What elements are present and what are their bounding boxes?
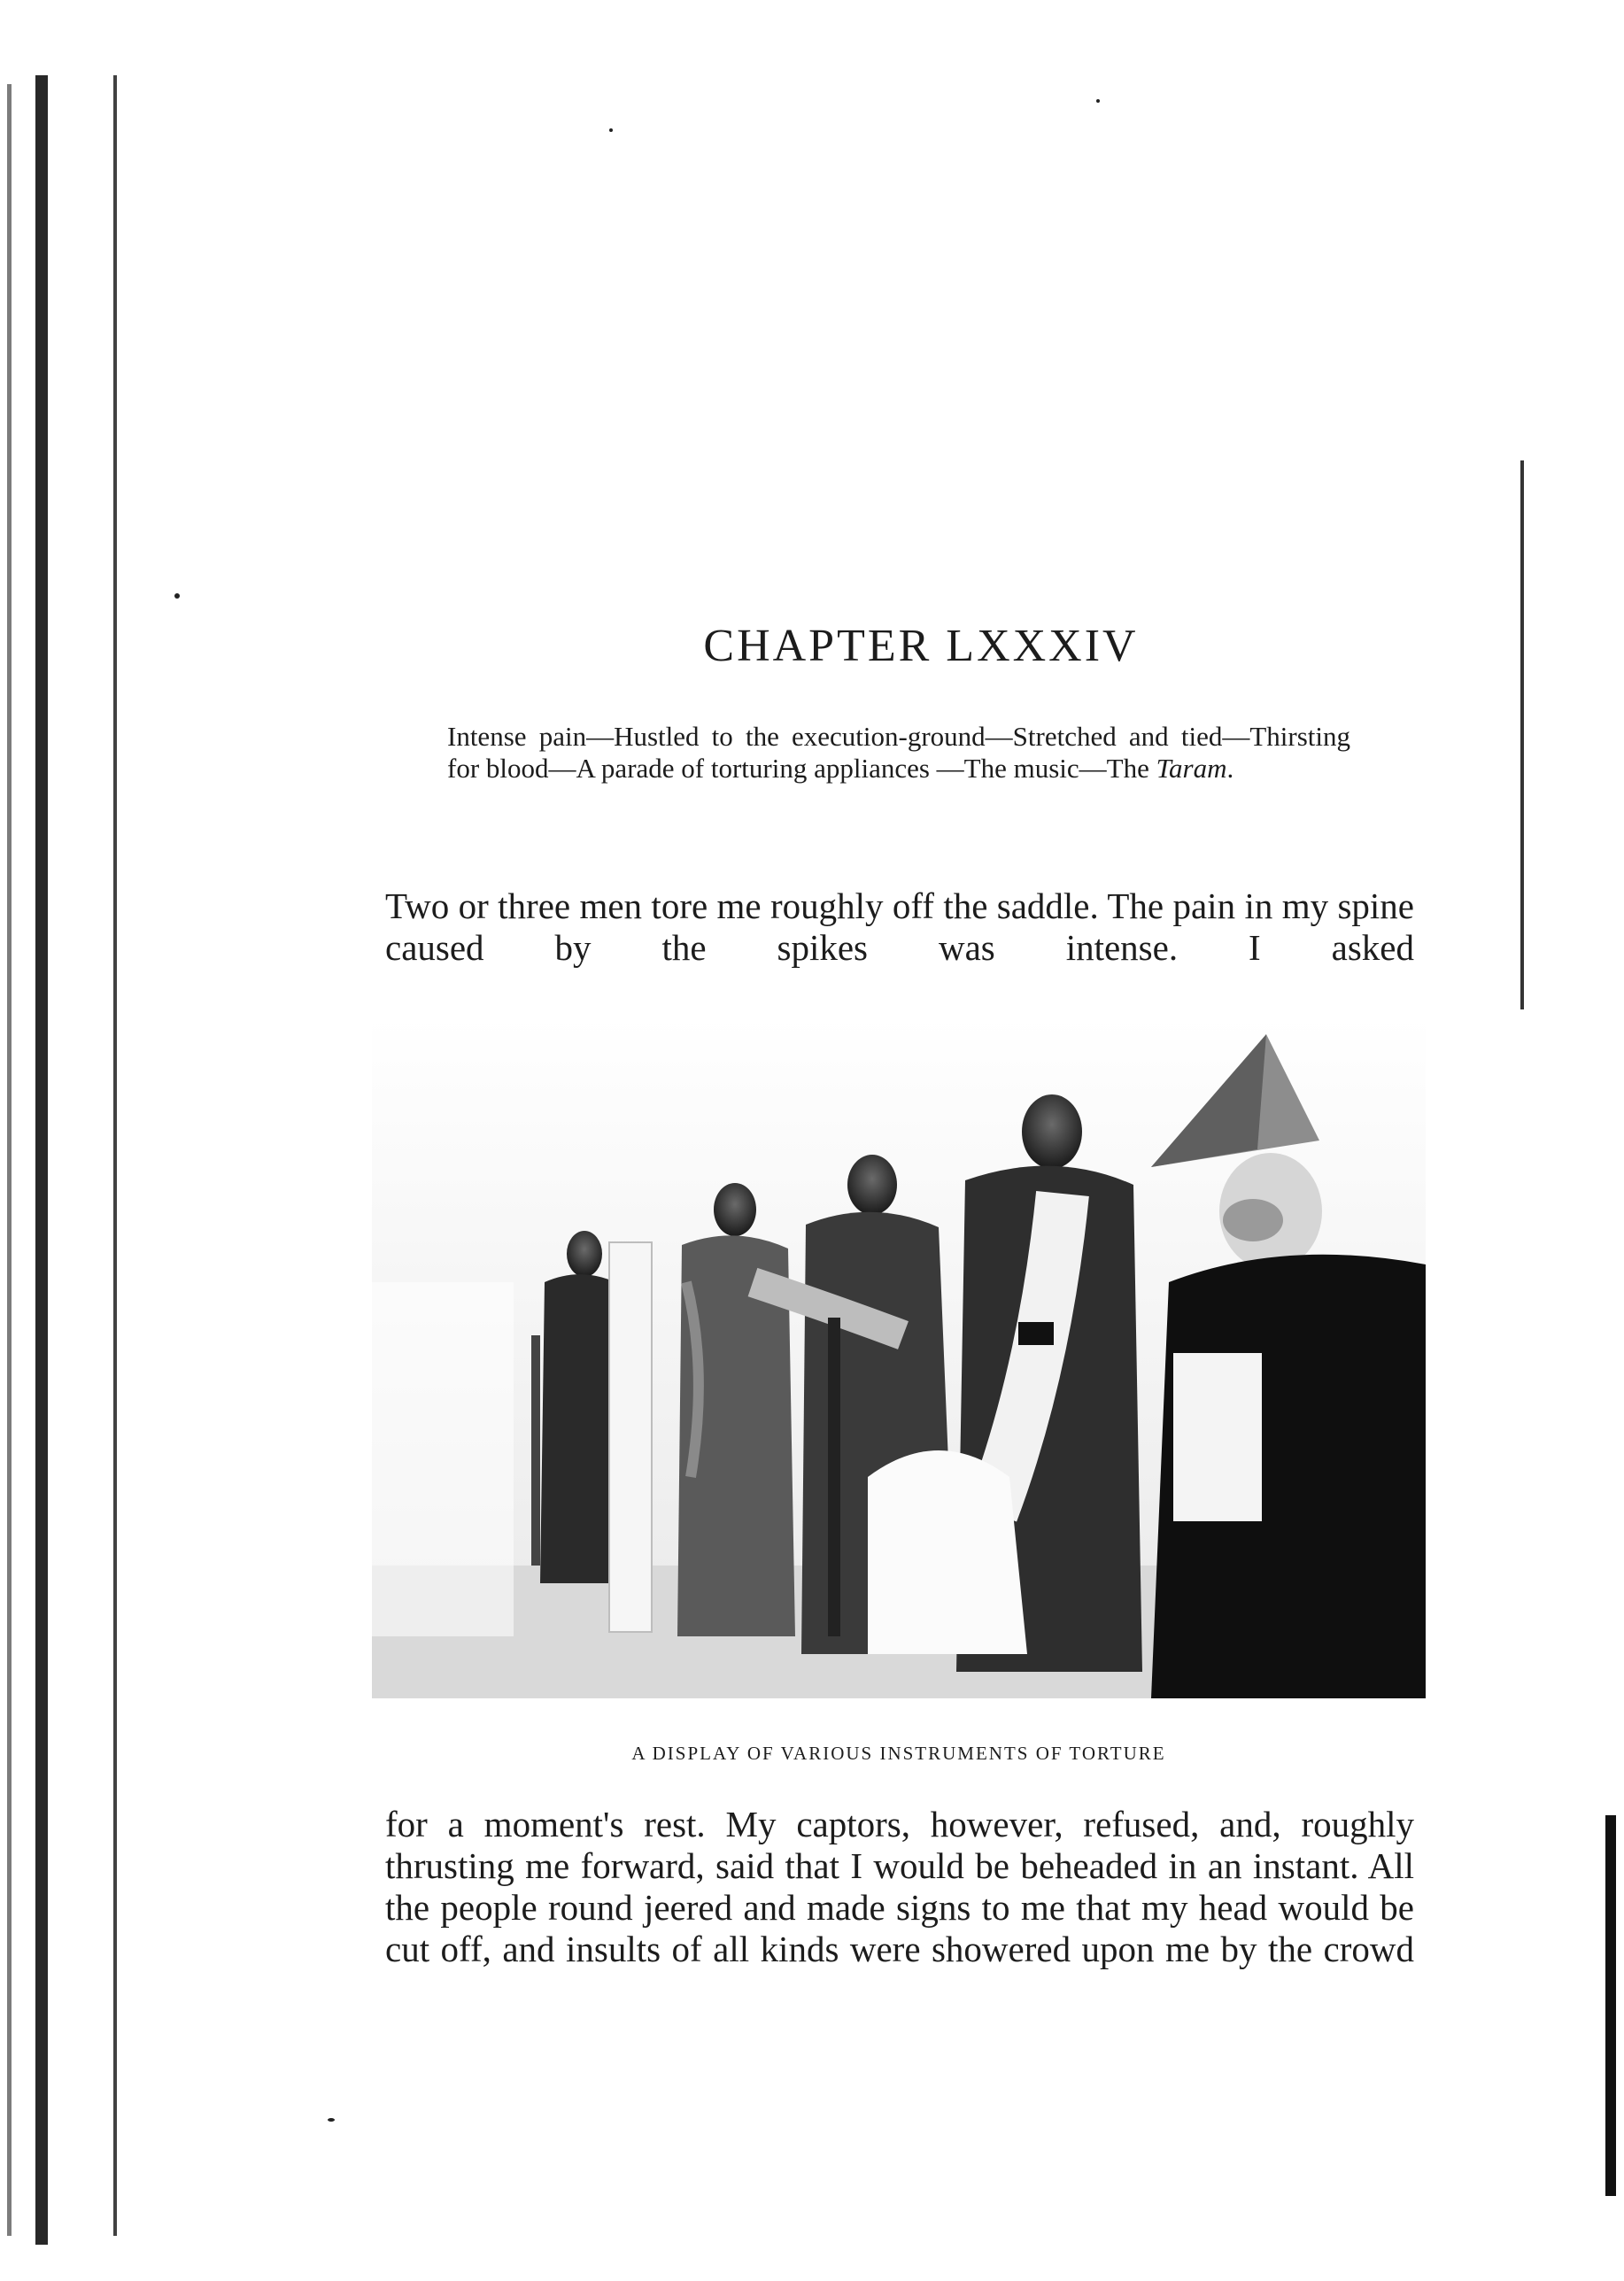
binding-rule-thick — [35, 75, 48, 2245]
binding-rule-outer — [7, 84, 12, 2236]
scan-speck — [328, 2118, 335, 2122]
binding-rule-inner — [113, 75, 117, 2236]
synopsis-end: . — [1226, 753, 1234, 784]
body-paragraph-after-figure: for a moment's rest. My captors, however, refused, and, roughly thrusting me forward, said that I would be beheaded in an instant. All the people round jeered and made signs to me that my head would be cut off, and insults of all kinds were showered upon me by the crowd — [385, 1804, 1414, 1969]
page-edge-rule-lower — [1605, 1815, 1616, 2196]
scan-speck — [609, 128, 613, 132]
figure-caption: A DISPLAY OF VARIOUS INSTRUMENTS OF TORTURE — [631, 1743, 1166, 1764]
scan-speck — [1096, 99, 1100, 103]
chapter-synopsis — [447, 721, 1350, 785]
figure-second — [677, 1183, 795, 1636]
synopsis-italic-term: Taram — [1156, 753, 1227, 784]
torture-instruments-illustration — [372, 1017, 1426, 1698]
scan-speck — [174, 593, 180, 599]
synopsis-text: Intense pain—Hustled to the execution-ground—Stretched and tied—Thirsting for blood—A parade of torturing appliances —The music—The — [447, 721, 1350, 784]
wooden-board — [609, 1242, 652, 1632]
page-edge-rule-upper — [1520, 460, 1524, 1009]
body-paragraph-before-figure: Two or three men tore me roughly off the saddle. The pain in my spine caused by the spikes was intense. I asked — [385, 885, 1414, 968]
chapter-title: CHAPTER LXXXIV — [703, 621, 1139, 671]
